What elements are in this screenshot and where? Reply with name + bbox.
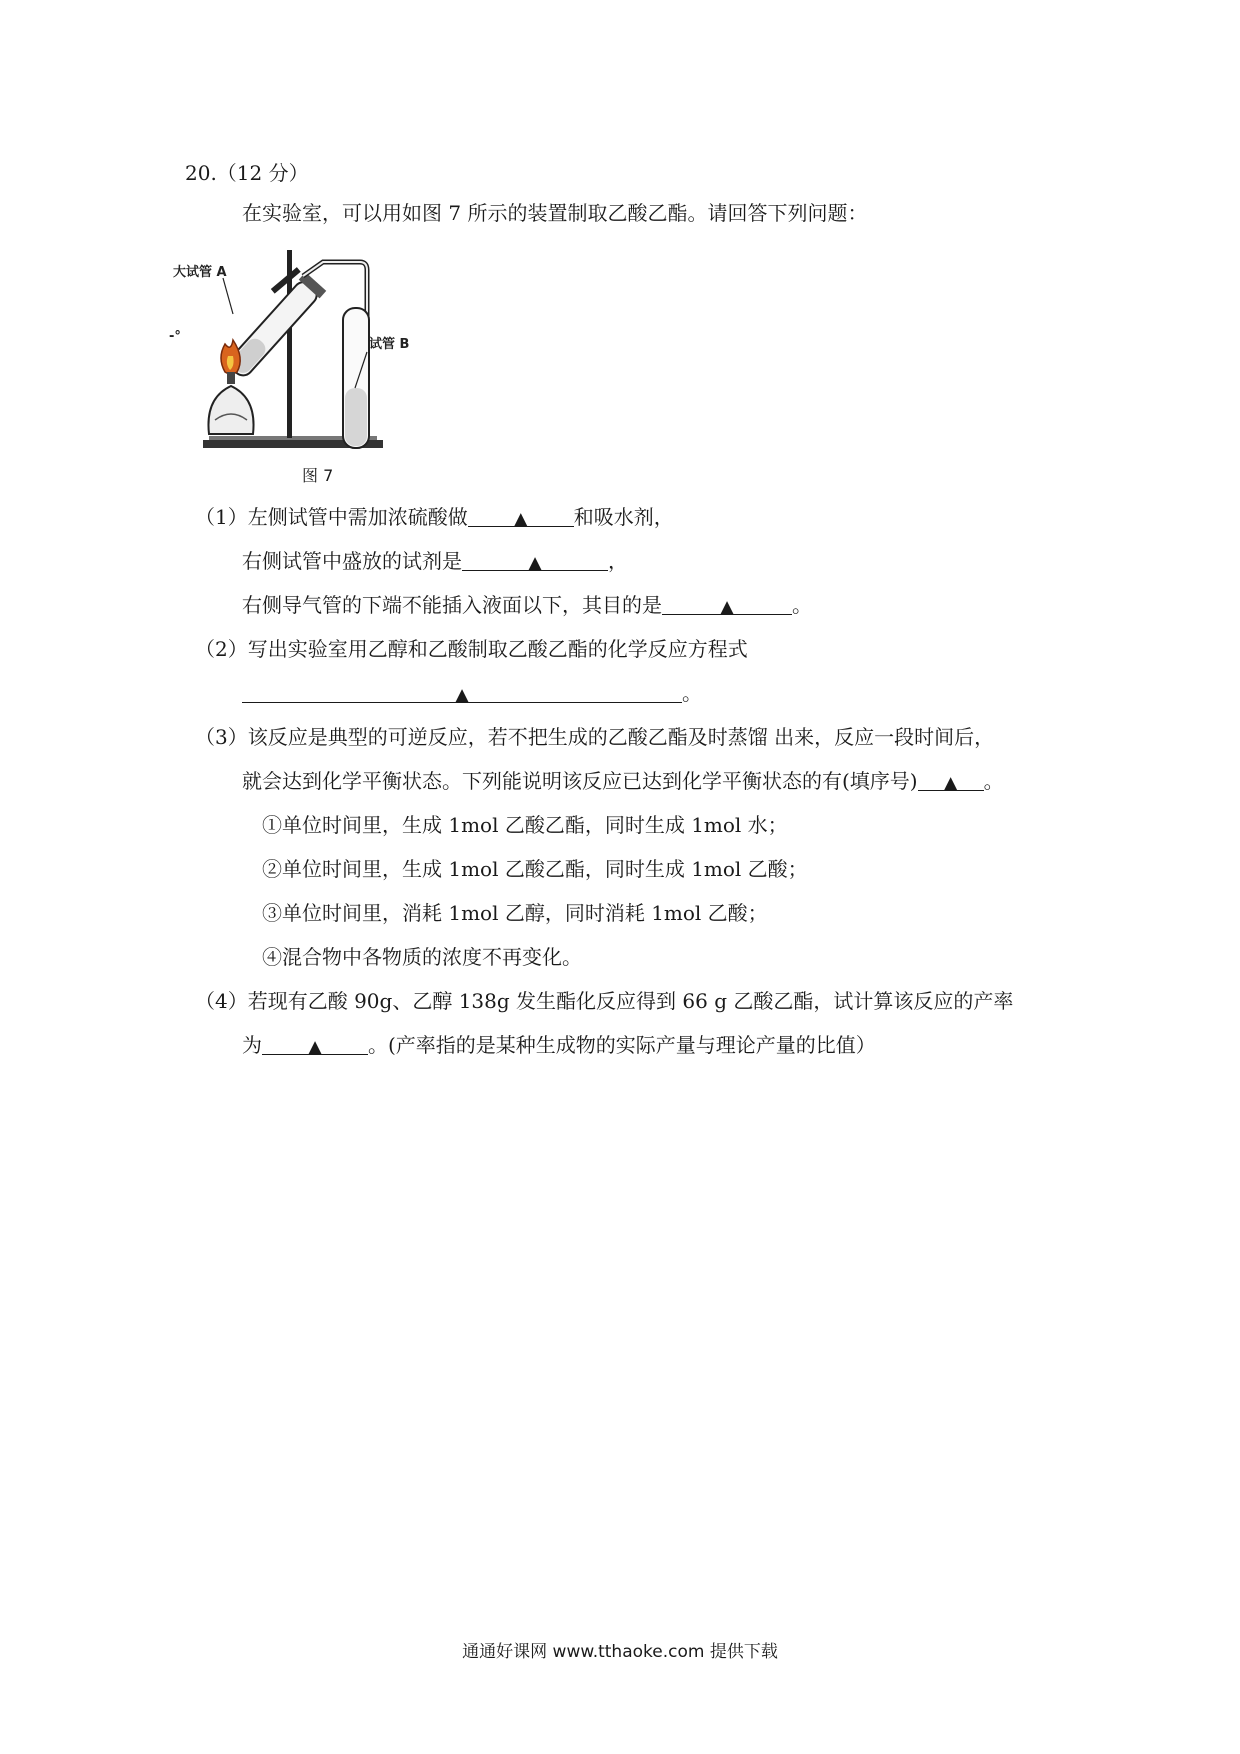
option-1: ①单位时间里，生成 1mol 乙酸乙酯，同时生成 1mol 水； <box>262 813 788 837</box>
answer-blank-5[interactable] <box>262 1032 368 1055</box>
stray-mark: -° <box>169 329 181 344</box>
question-intro: 在实验室，可以用如图 7 所示的装置制取乙酸乙酯。请回答下列问题： <box>242 201 868 225</box>
triangle-icon: ▲ <box>528 553 542 573</box>
part1-line3-prefix: 右侧导气管的下端不能插入液面以下，其目的是 <box>242 593 662 617</box>
part1-line3 <box>242 592 812 618</box>
part1-line2-prefix: 右侧试管中盛放的试剂是 <box>242 549 462 573</box>
part1-line1-prefix: （1）左侧试管中需加浓硫酸做 <box>195 505 468 529</box>
answer-blank-4[interactable] <box>918 768 984 791</box>
answer-blank-equation[interactable] <box>242 680 682 703</box>
answer-blank-3[interactable] <box>662 592 792 615</box>
option-4: ④混合物中各物质的浓度不再变化。 <box>262 945 582 969</box>
question-number: 20.（12 分） <box>185 161 309 185</box>
part1-line1-suffix: 和吸水剂， <box>573 505 674 529</box>
part3-line2 <box>242 768 1004 794</box>
part1-line3-suffix: 。 <box>792 593 812 617</box>
triangle-icon: ▲ <box>455 685 469 705</box>
label-big-test-tube-a: 大试管 A <box>173 265 227 280</box>
part1-line2-suffix: ， <box>608 549 628 573</box>
triangle-icon: ▲ <box>944 773 958 793</box>
part3-line2-suffix: 。 <box>983 769 1004 793</box>
part2-line2 <box>242 680 702 706</box>
option-2: ②单位时间里，生成 1mol 乙酸乙酯，同时生成 1mol 乙酸； <box>262 857 808 881</box>
answer-blank-2[interactable] <box>462 548 608 571</box>
footer-source: 通通好课网 www.tthaoke.com 提供下载 <box>462 1642 778 1662</box>
triangle-icon: ▲ <box>308 1037 322 1057</box>
apparatus-diagram <box>169 248 485 458</box>
part2-line2-suffix: 。 <box>682 681 702 705</box>
part4-line1: （4）若现有乙酸 90g、乙醇 138g 发生酯化反应得到 66 g 乙酸乙酯，试计算该反应的产率 <box>195 989 1014 1013</box>
figure-caption: 图 7 <box>302 466 334 485</box>
part3-line1: （3）该反应是典型的可逆反应，若不把生成的乙酸乙酯及时蒸馏 出来，反应一段时间后， <box>195 725 995 749</box>
label-test-tube-b: 试管 B <box>369 337 410 352</box>
triangle-icon: ▲ <box>720 597 734 617</box>
alcohol-lamp <box>208 372 253 434</box>
part3-line2-prefix: 就会达到化学平衡状态。下列能说明该反应已达到化学平衡状态的有(填序号) <box>242 769 918 793</box>
part4-line2-suffix: 。(产率指的是某种生成物的实际产量与理论产量的比值） <box>368 1033 876 1057</box>
test-tube-b <box>343 308 369 448</box>
part4-line2-prefix: 为 <box>242 1033 262 1057</box>
part4-line2 <box>242 1032 876 1058</box>
part1-line1 <box>195 504 674 530</box>
option-3: ③单位时间里，消耗 1mol 乙醇，同时消耗 1mol 乙酸； <box>262 901 768 925</box>
part2-line1: （2）写出实验室用乙醇和乙酸制取乙酸乙酯的化学反应方程式 <box>195 637 748 661</box>
part1-line2 <box>242 548 628 574</box>
triangle-icon: ▲ <box>514 509 528 529</box>
answer-blank-1[interactable] <box>468 504 574 527</box>
